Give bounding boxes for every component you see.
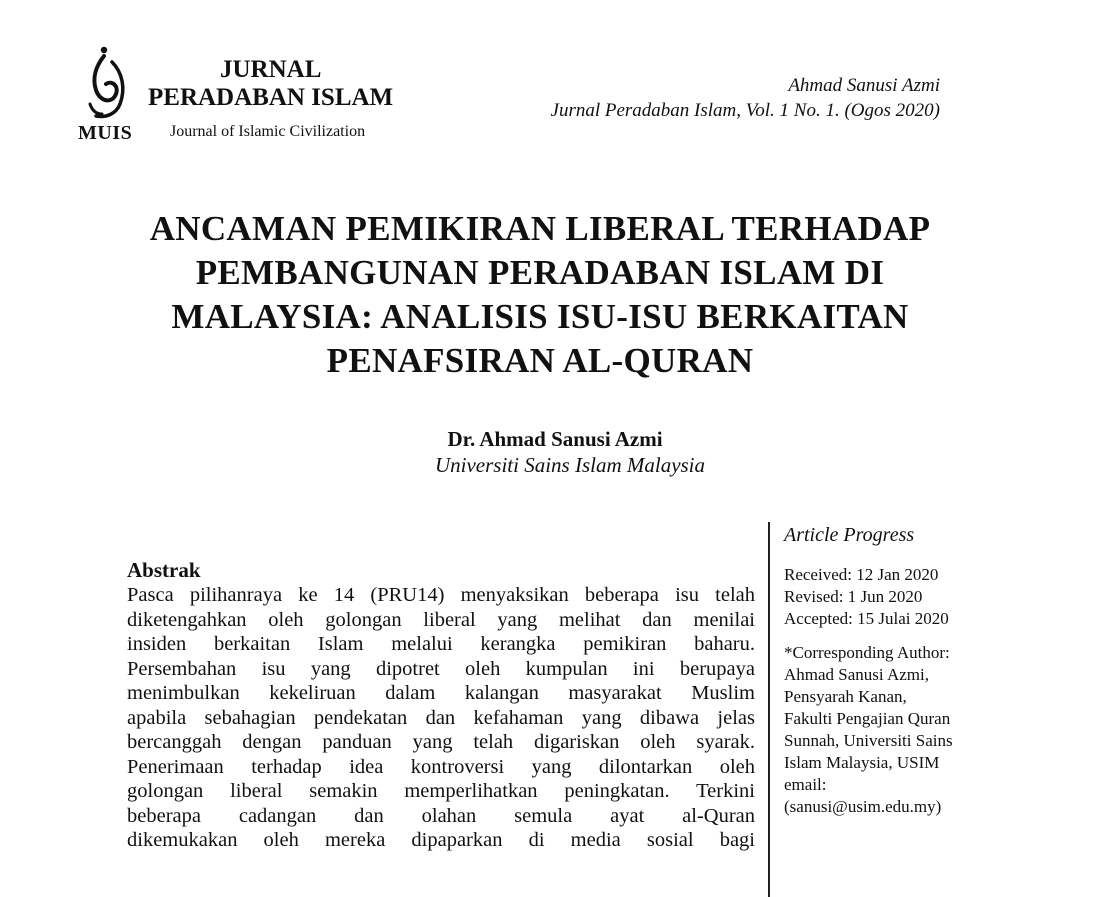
- abstract-line: dikemukakan oleh mereka dipaparkan di media sosial bagi: [127, 829, 755, 851]
- author-block: [0, 426, 1100, 478]
- abstract-line: menimbulkan kekeliruan dalam kalangan masyarakat Muslim: [127, 682, 755, 704]
- abstract-line: apabila sebahagian pendekatan dan kefahaman yang dibawa jelas: [127, 706, 755, 729]
- corresponding-line: Pensyarah Kanan,: [784, 687, 907, 706]
- journal-calligraphy-logo-icon: [82, 44, 132, 124]
- accepted-date: Accepted: 15 Julai 2020: [784, 609, 949, 628]
- corresponding-line: Ahmad Sanusi Azmi,: [784, 665, 929, 684]
- article-title: [40, 207, 1040, 383]
- abstract-line: Pasca pilihanraya ke 14 (PRU14) menyaksikan beberapa isu telah: [127, 584, 755, 606]
- sidebar-divider: [768, 522, 770, 897]
- journal-logo-block: [78, 44, 408, 144]
- journal-name-line1: JURNAL: [220, 56, 322, 83]
- corresponding-line: *Corresponding Author:: [784, 643, 950, 662]
- corresponding-line: Sunnah, Universiti Sains: [784, 731, 953, 750]
- author-name: Dr. Ahmad Sanusi Azmi: [447, 427, 663, 451]
- revised-date: Revised: 1 Jun 2020: [784, 587, 923, 606]
- journal-subtitle: Journal of Islamic Civilization: [170, 123, 366, 140]
- abstract-line: bercanggah dengan panduan yang telah digariskan oleh syarak.: [127, 731, 755, 753]
- article-progress-title: Article Progress: [784, 524, 915, 546]
- logo-wordmark: MUIS: [78, 122, 133, 144]
- abstract-line: Persembahan isu yang dipotret oleh kumpulan ini berupaya: [127, 657, 755, 680]
- abstract-line: Penerimaan terhadap idea kontroversi yang dilontarkan oleh: [127, 755, 755, 778]
- journal-name-line2: PERADABAN ISLAM: [148, 84, 394, 111]
- corresponding-line: email:: [784, 775, 827, 794]
- abstract-line: diketengahkan oleh golongan liberal yang melihat dan menilai: [127, 608, 755, 631]
- running-header-citation: Jurnal Peradaban Islam, Vol. 1 No. 1. (Ogos 2020): [550, 100, 940, 121]
- corresponding-line: Fakulti Pengajian Quran: [784, 709, 951, 728]
- article-progress-panel: [784, 522, 1084, 818]
- running-header-author: Ahmad Sanusi Azmi: [788, 75, 940, 96]
- author-affiliation: Universiti Sains Islam Malaysia: [434, 453, 706, 477]
- title-line: MALAYSIA: ANALISIS ISU-ISU BERKAITAN: [171, 297, 909, 336]
- received-date: Received: 12 Jan 2020: [784, 565, 939, 584]
- title-line: ANCAMAN PEMIKIRAN LIBERAL TERHADAP: [149, 209, 931, 248]
- corresponding-author: [784, 642, 1084, 818]
- running-header: [551, 73, 940, 123]
- abstract-line: beberapa cadangan dan olahan semula ayat al-Quran: [127, 804, 755, 827]
- corresponding-email[interactable]: (sanusi@usim.edu.my): [784, 797, 942, 816]
- abstract-line: insiden berkaitan Islam melalui kerangka pemikiran baharu.: [127, 633, 755, 655]
- abstract-heading: Abstrak: [127, 558, 201, 582]
- abstract-section: [127, 557, 755, 853]
- title-line: PEMBANGUNAN PERADABAN ISLAM DI: [195, 253, 885, 292]
- corresponding-line: Islam Malaysia, USIM: [784, 753, 940, 772]
- title-line: PENAFSIRAN AL-QURAN: [326, 341, 754, 380]
- abstract-line: golongan liberal semakin memperlihatkan peningkatan. Terkini: [127, 780, 755, 802]
